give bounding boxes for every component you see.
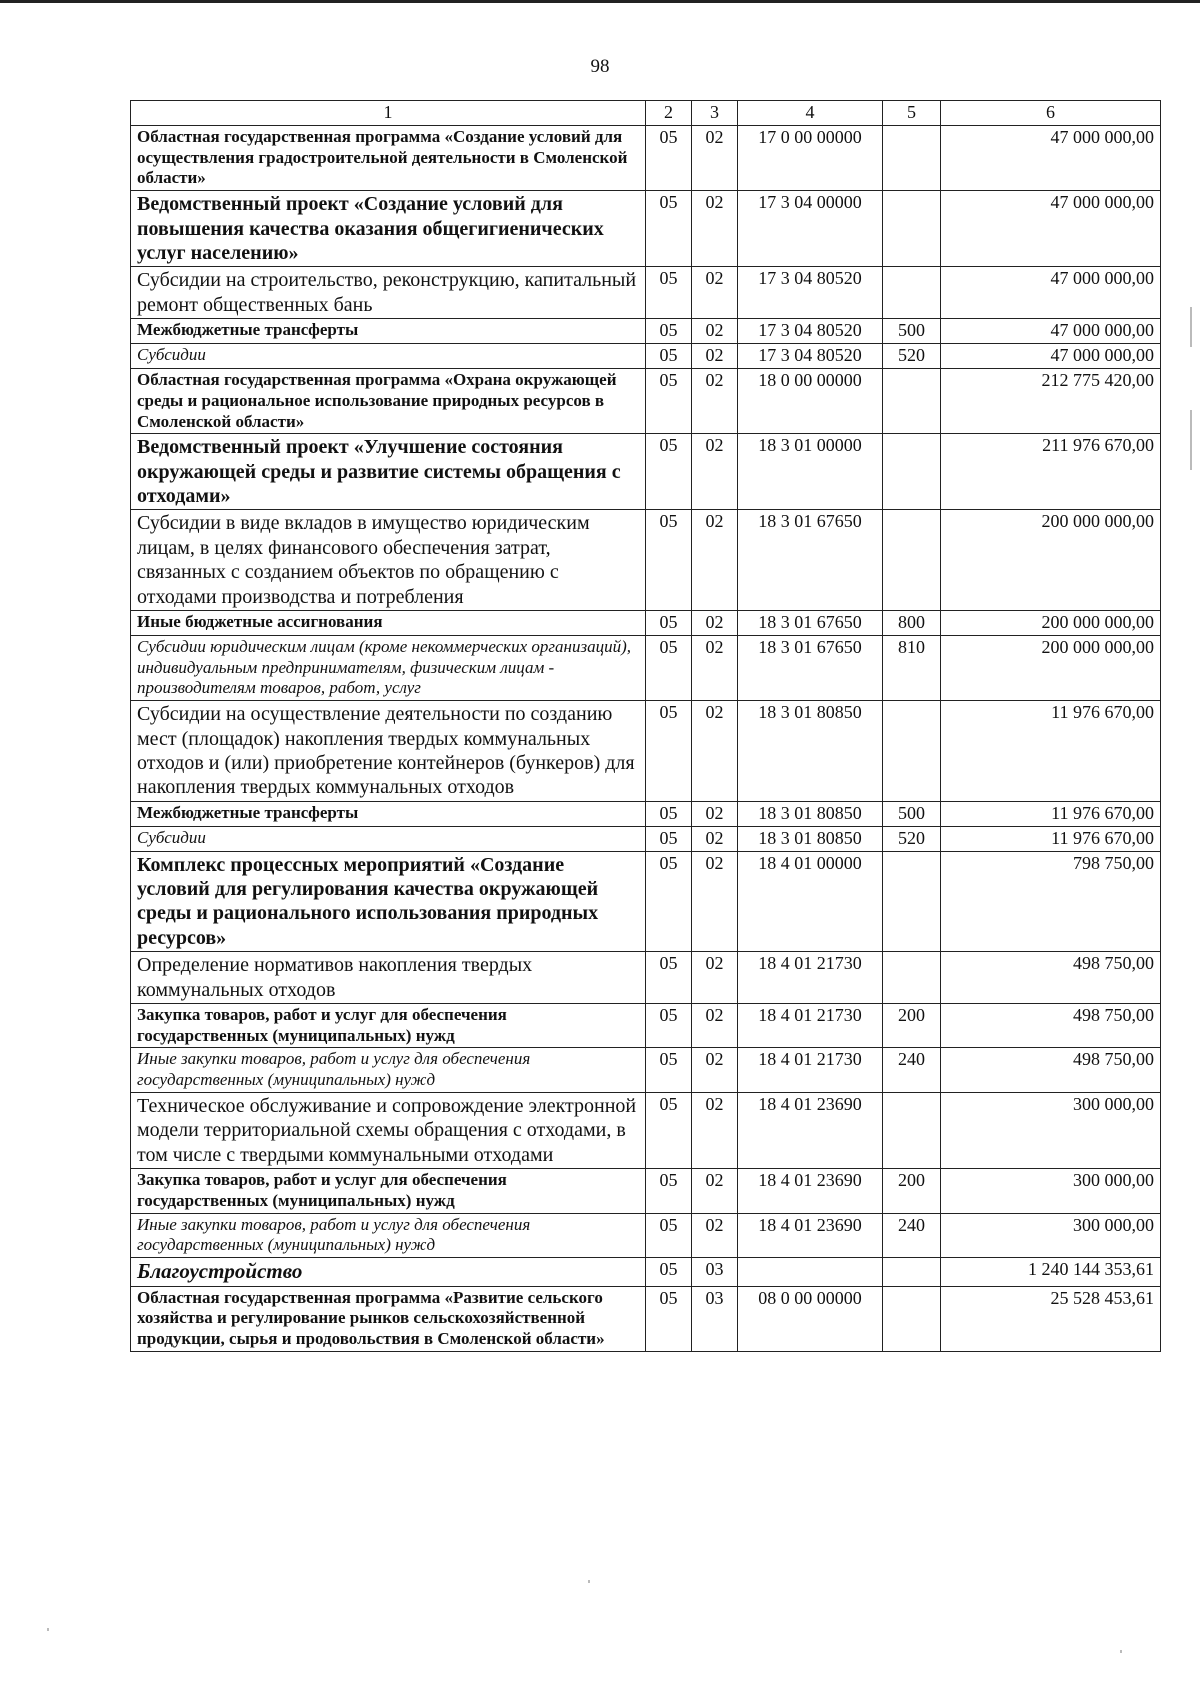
- table-row: [131, 826, 1161, 851]
- row-target-code: 18 0 00 00000: [738, 369, 883, 434]
- row-amount: 300 000,00: [941, 1213, 1161, 1257]
- row-amount: 212 775 420,00: [941, 369, 1161, 434]
- row-section-code: 05: [646, 434, 692, 510]
- row-name: Ведомственный проект «Улучшение состояния окружающей среды и развитие системы обращения с отходами»: [131, 434, 646, 510]
- row-expense-type: [883, 434, 941, 510]
- row-name: Иные бюджетные ассигнования: [131, 611, 646, 636]
- row-target-code: 18 4 01 23690: [738, 1169, 883, 1213]
- row-expense-type: [883, 1092, 941, 1168]
- row-expense-type: 200: [883, 1003, 941, 1047]
- row-subsection-code: 03: [692, 1258, 738, 1287]
- row-name: Закупка товаров, работ и услуг для обеспечения государственных (муниципальных) нужд: [131, 1169, 646, 1213]
- row-section-code: 05: [646, 1286, 692, 1351]
- scan-speck: [1190, 410, 1192, 470]
- table-row: [131, 1092, 1161, 1168]
- row-target-code: 17 3 04 80520: [738, 267, 883, 319]
- row-target-code: 17 3 04 00000: [738, 191, 883, 267]
- table-row: [131, 952, 1161, 1004]
- row-name: Областная государственная программа «Развитие сельского хозяйства и регулирование рынков сельскохозяйственной продукции, сырья и продовольствия в Смоленской области»: [131, 1286, 646, 1351]
- row-name: Субсидии: [131, 826, 646, 851]
- budget-table: [130, 100, 1161, 1352]
- row-expense-type: 520: [883, 344, 941, 369]
- row-expense-type: [883, 510, 941, 611]
- row-name: Субсидии на осуществление деятельности по созданию мест (площадок) накопления твердых коммунальных отходов и (или) приобретение контейнеров (бункеров) для накопления твердых коммунальных отходов: [131, 701, 646, 802]
- row-target-code: 08 0 00 00000: [738, 1286, 883, 1351]
- row-name: Определение нормативов накопления твердых коммунальных отходов: [131, 952, 646, 1004]
- row-amount: 211 976 670,00: [941, 434, 1161, 510]
- row-subsection-code: 02: [692, 126, 738, 191]
- row-expense-type: [883, 267, 941, 319]
- row-expense-type: 520: [883, 826, 941, 851]
- row-name: Межбюджетные трансферты: [131, 319, 646, 344]
- row-amount: 25 528 453,61: [941, 1286, 1161, 1351]
- row-section-code: 05: [646, 1169, 692, 1213]
- row-subsection-code: 02: [692, 611, 738, 636]
- row-amount: 47 000 000,00: [941, 267, 1161, 319]
- table-row: [131, 701, 1161, 802]
- row-expense-type: 500: [883, 801, 941, 826]
- row-target-code: 18 4 01 00000: [738, 851, 883, 952]
- row-subsection-code: 02: [692, 1213, 738, 1257]
- table-row: [131, 1213, 1161, 1257]
- row-target-code: 18 3 01 00000: [738, 434, 883, 510]
- row-subsection-code: 02: [692, 635, 738, 700]
- row-name: Субсидии юридическим лицам (кроме некоммерческих организаций), индивидуальным предпринимателям, физическим лицам - производителям товаров, работ, услуг: [131, 635, 646, 700]
- row-target-code: 18 3 01 67650: [738, 635, 883, 700]
- header-col-5: 5: [883, 101, 941, 126]
- row-section-code: 05: [646, 344, 692, 369]
- row-expense-type: [883, 191, 941, 267]
- scan-speck: [1120, 1650, 1122, 1653]
- table-row: [131, 1003, 1161, 1047]
- row-amount: 200 000 000,00: [941, 611, 1161, 636]
- row-amount: 47 000 000,00: [941, 344, 1161, 369]
- header-col-3: 3: [692, 101, 738, 126]
- row-section-code: 05: [646, 851, 692, 952]
- row-section-code: 05: [646, 126, 692, 191]
- table-row: [131, 434, 1161, 510]
- row-section-code: 05: [646, 826, 692, 851]
- row-section-code: 05: [646, 1048, 692, 1092]
- table-row: [131, 267, 1161, 319]
- row-section-code: 05: [646, 701, 692, 802]
- row-subsection-code: 02: [692, 1169, 738, 1213]
- row-name: Субсидии на строительство, реконструкцию, капитальный ремонт общественных бань: [131, 267, 646, 319]
- row-expense-type: 810: [883, 635, 941, 700]
- table-row: [131, 319, 1161, 344]
- table-row: [131, 1286, 1161, 1351]
- row-subsection-code: 02: [692, 1048, 738, 1092]
- row-name: Техническое обслуживание и сопровождение электронной модели территориальной схемы обращения с отходами, в том числе с твердыми коммунальными отходами: [131, 1092, 646, 1168]
- row-subsection-code: 02: [692, 344, 738, 369]
- row-expense-type: 200: [883, 1169, 941, 1213]
- row-target-code: 18 3 01 80850: [738, 801, 883, 826]
- row-amount: 498 750,00: [941, 952, 1161, 1004]
- row-name: Областная государственная программа «Создание условий для осуществления градостроительной деятельности в Смоленской области»: [131, 126, 646, 191]
- row-section-code: 05: [646, 1092, 692, 1168]
- header-row: [131, 101, 1161, 126]
- row-target-code: [738, 1258, 883, 1287]
- row-amount: 498 750,00: [941, 1003, 1161, 1047]
- row-amount: 47 000 000,00: [941, 126, 1161, 191]
- scan-top-border: [0, 0, 1200, 3]
- header-col-1: 1: [131, 101, 646, 126]
- header-col-4: 4: [738, 101, 883, 126]
- row-subsection-code: 02: [692, 191, 738, 267]
- row-target-code: 18 3 01 67650: [738, 611, 883, 636]
- table-row: [131, 510, 1161, 611]
- row-target-code: 18 4 01 23690: [738, 1092, 883, 1168]
- row-section-code: 05: [646, 635, 692, 700]
- row-amount: 798 750,00: [941, 851, 1161, 952]
- row-amount: 200 000 000,00: [941, 635, 1161, 700]
- row-subsection-code: 02: [692, 510, 738, 611]
- row-subsection-code: 02: [692, 701, 738, 802]
- header-col-6: 6: [941, 101, 1161, 126]
- row-section-code: 05: [646, 952, 692, 1004]
- row-section-code: 05: [646, 801, 692, 826]
- row-name: Иные закупки товаров, работ и услуг для обеспечения государственных (муниципальных) нужд: [131, 1213, 646, 1257]
- table-row: [131, 369, 1161, 434]
- row-section-code: 05: [646, 267, 692, 319]
- table-row: [131, 344, 1161, 369]
- row-name: Ведомственный проект «Создание условий для повышения качества оказания общегигиенических услуг населению»: [131, 191, 646, 267]
- row-section-code: 05: [646, 510, 692, 611]
- row-expense-type: [883, 701, 941, 802]
- row-amount: 11 976 670,00: [941, 801, 1161, 826]
- page-number: 98: [590, 56, 610, 77]
- row-section-code: 05: [646, 1258, 692, 1287]
- row-amount: 200 000 000,00: [941, 510, 1161, 611]
- row-subsection-code: 02: [692, 319, 738, 344]
- row-section-code: 05: [646, 191, 692, 267]
- row-name: Иные закупки товаров, работ и услуг для обеспечения государственных (муниципальных) нужд: [131, 1048, 646, 1092]
- row-subsection-code: 02: [692, 434, 738, 510]
- table-row: [131, 1048, 1161, 1092]
- row-expense-type: [883, 851, 941, 952]
- row-name: Областная государственная программа «Охрана окружающей среды и рациональное использование природных ресурсов в Смоленской области»: [131, 369, 646, 434]
- row-subsection-code: 02: [692, 267, 738, 319]
- table-row: [131, 1258, 1161, 1287]
- row-section-code: 05: [646, 1003, 692, 1047]
- row-expense-type: 800: [883, 611, 941, 636]
- row-expense-type: [883, 1286, 941, 1351]
- row-name: Субсидии: [131, 344, 646, 369]
- scan-speck: [47, 1628, 49, 1631]
- row-section-code: 05: [646, 319, 692, 344]
- row-target-code: 17 0 00 00000: [738, 126, 883, 191]
- row-target-code: 18 4 01 21730: [738, 1003, 883, 1047]
- header-col-2: 2: [646, 101, 692, 126]
- row-target-code: 18 4 01 21730: [738, 952, 883, 1004]
- row-target-code: 18 3 01 67650: [738, 510, 883, 611]
- row-subsection-code: 02: [692, 952, 738, 1004]
- row-expense-type: [883, 1258, 941, 1287]
- row-name: Закупка товаров, работ и услуг для обеспечения государственных (муниципальных) нужд: [131, 1003, 646, 1047]
- row-target-code: 18 4 01 23690: [738, 1213, 883, 1257]
- row-expense-type: 500: [883, 319, 941, 344]
- row-name: Благоустройство: [131, 1258, 646, 1287]
- row-name: Межбюджетные трансферты: [131, 801, 646, 826]
- row-expense-type: 240: [883, 1048, 941, 1092]
- row-amount: 11 976 670,00: [941, 701, 1161, 802]
- table-row: [131, 126, 1161, 191]
- row-section-code: 05: [646, 369, 692, 434]
- row-section-code: 05: [646, 611, 692, 636]
- row-subsection-code: 02: [692, 1092, 738, 1168]
- row-name: Субсидии в виде вкладов в имущество юридическим лицам, в целях финансового обеспечения затрат, связанных с созданием объектов по обращению с отходами производства и потребления: [131, 510, 646, 611]
- row-subsection-code: 02: [692, 851, 738, 952]
- row-target-code: 18 3 01 80850: [738, 701, 883, 802]
- row-expense-type: 240: [883, 1213, 941, 1257]
- row-expense-type: [883, 126, 941, 191]
- table-row: [131, 635, 1161, 700]
- row-expense-type: [883, 952, 941, 1004]
- row-section-code: 05: [646, 1213, 692, 1257]
- scan-speck: [1190, 307, 1192, 347]
- row-subsection-code: 02: [692, 369, 738, 434]
- row-amount: 300 000,00: [941, 1169, 1161, 1213]
- table-row: [131, 611, 1161, 636]
- row-expense-type: [883, 369, 941, 434]
- row-name: Комплекс процессных мероприятий «Создание условий для регулирования качества окружающей среды и рационального использования природных ресурсов»: [131, 851, 646, 952]
- row-target-code: 18 4 01 21730: [738, 1048, 883, 1092]
- table-row: [131, 1169, 1161, 1213]
- row-subsection-code: 03: [692, 1286, 738, 1351]
- row-target-code: 17 3 04 80520: [738, 344, 883, 369]
- row-amount: 47 000 000,00: [941, 191, 1161, 267]
- table-row: [131, 851, 1161, 952]
- row-subsection-code: 02: [692, 1003, 738, 1047]
- row-amount: 1 240 144 353,61: [941, 1258, 1161, 1287]
- row-subsection-code: 02: [692, 801, 738, 826]
- row-target-code: 18 3 01 80850: [738, 826, 883, 851]
- row-amount: 11 976 670,00: [941, 826, 1161, 851]
- row-target-code: 17 3 04 80520: [738, 319, 883, 344]
- row-amount: 300 000,00: [941, 1092, 1161, 1168]
- row-amount: 47 000 000,00: [941, 319, 1161, 344]
- row-amount: 498 750,00: [941, 1048, 1161, 1092]
- row-subsection-code: 02: [692, 826, 738, 851]
- table-row: [131, 191, 1161, 267]
- scan-speck: [588, 1580, 590, 1583]
- table-row: [131, 801, 1161, 826]
